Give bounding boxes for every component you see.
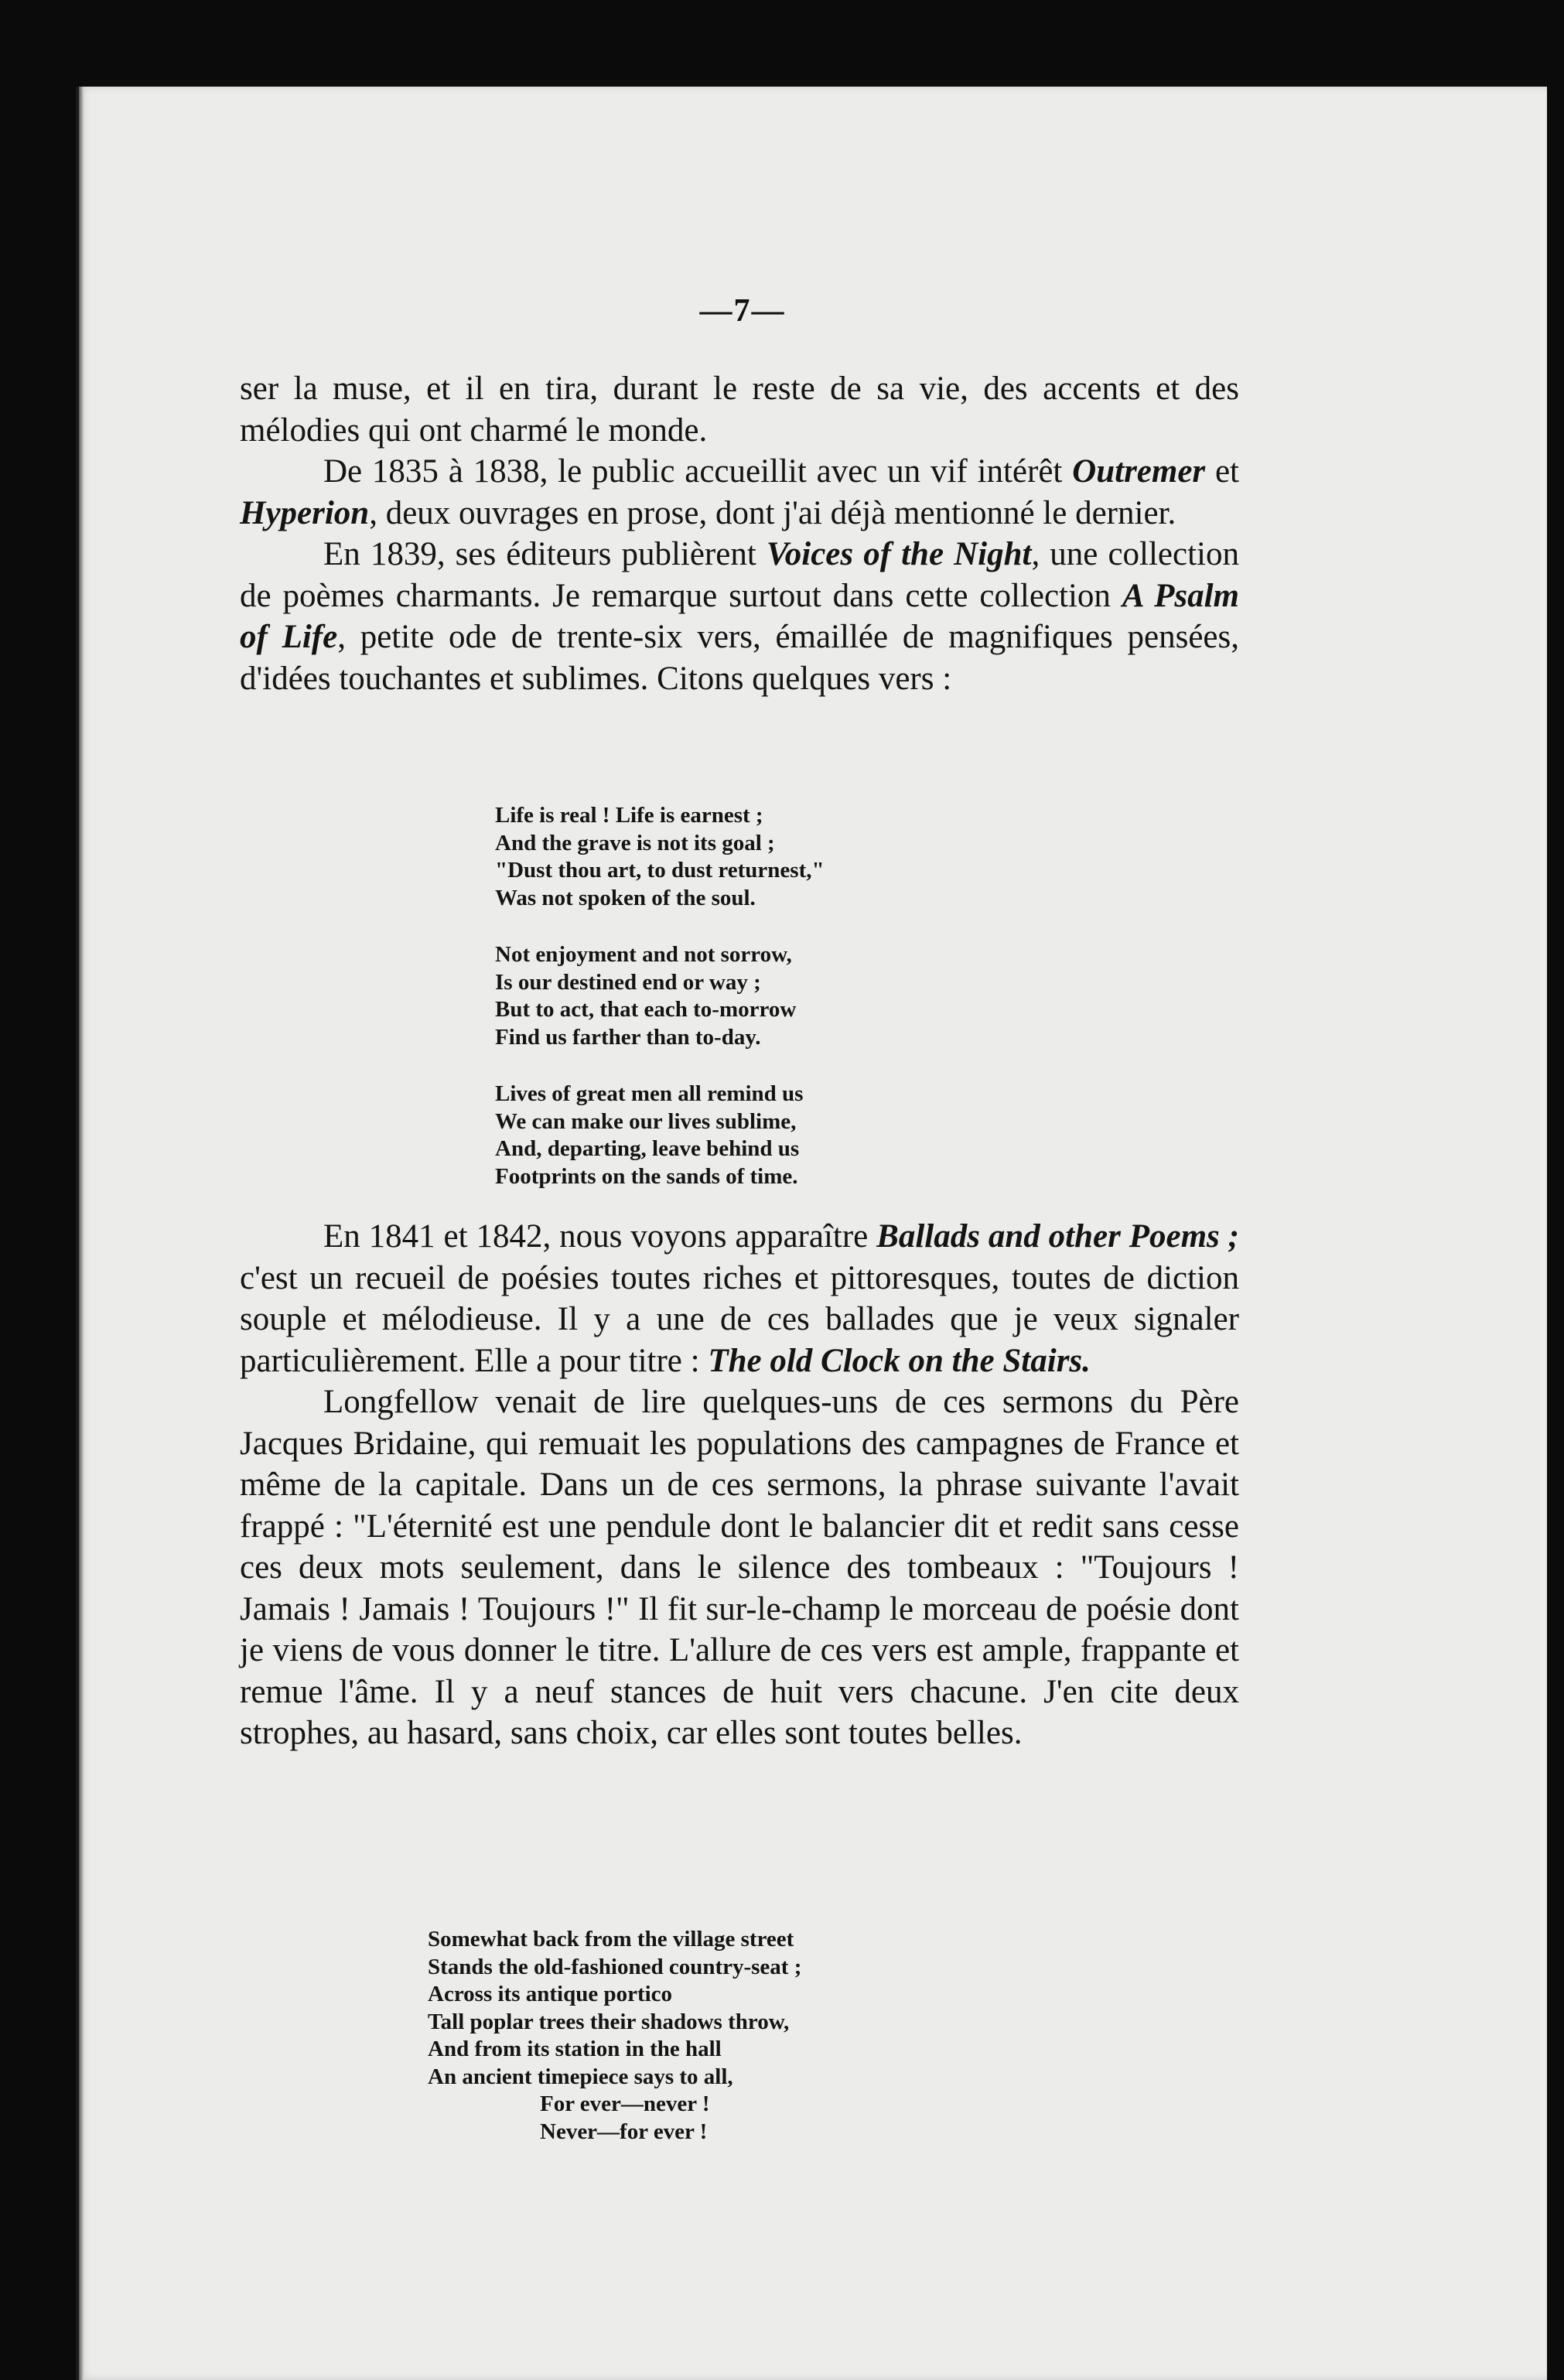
paragraph-ballads: [240, 1216, 1239, 1381]
text-run: , deux ouvrages en prose, dont j'ai déjà mentionné le dernier.: [369, 494, 1176, 531]
text-run: En 1839, ses éditeurs publièrent: [323, 536, 767, 572]
poem-stanza: [495, 1081, 825, 1190]
paragraph-outremer: [240, 451, 1239, 534]
poem-line: Tall poplar trees their shadows throw,: [428, 2009, 790, 2034]
text-run: , une collection de poèmes charmants. Je remarque surtout dans cette collection: [240, 536, 1239, 614]
prose-block-1: [240, 368, 1239, 699]
poem-line: Not enjoyment and not sorrow,: [495, 942, 792, 967]
title-hyperion: Hyperion: [240, 494, 370, 531]
poem-line: Stands the old-fashioned country-seat ;: [428, 1954, 802, 1979]
title-ballads: Ballads and other Poems ;: [876, 1218, 1239, 1255]
poem-refrain: For ever—never !: [540, 2091, 710, 2116]
poem-line: Find us farther than to-day.: [495, 1024, 761, 1050]
poem-line: And the grave is not its goal ;: [495, 830, 775, 855]
poem-line: Life is real ! Life is earnest ;: [495, 803, 763, 828]
text-run: , petite ode de trente-six vers, émaillée de magnifiques pensées, d'idées touchantes et sublimes. Citons quelques vers :: [240, 619, 1239, 697]
poem-line: Lives of great men all remind us: [495, 1081, 804, 1106]
poem-psalm-of-life: [495, 802, 825, 1220]
text-run: et: [1205, 453, 1239, 490]
poem-line: And, departing, leave behind us: [495, 1136, 800, 1161]
text-run: De 1835 à 1838, le public accueillit avec un vif intérêt: [323, 453, 1073, 490]
poem-line: Somewhat back from the village street: [428, 1927, 794, 1951]
prose-block-2: [240, 1216, 1239, 1754]
title-voices-of-the-night: Voices of the Night: [766, 536, 1032, 572]
page-edge: [79, 87, 84, 2380]
poem-line: We can make our lives sublime,: [495, 1108, 797, 1134]
page-number: —7—: [699, 293, 786, 329]
poem-line: "Dust thou art, to dust returnest,": [495, 858, 825, 883]
poem-old-clock: [428, 1926, 801, 2146]
title-outremer: Outremer: [1072, 453, 1206, 490]
paragraph-continuation: ser la muse, et il en tira, durant le reste de sa vie, des accents et des mélodies qui ont charmé le monde.: [240, 370, 1239, 449]
poem-stanza: [495, 941, 825, 1051]
poem-line: Across its antique portico: [428, 1982, 673, 2006]
paragraph-voices: [240, 534, 1239, 699]
paragraph-bridaine: Longfellow venait de lire quelques-uns de ces sermons du Père Jacques Bridaine, qui remuait les populations des campagnes de France et même de la capitale. Dans un de ces sermons, la phrase suivante l'avait frappé : "L'éternité est une pendule dont le balancier dit et redit sans cesse ces deux mots seulement, dans le silence des tombeaux : "Toujours ! Jamais ! Jamais ! Toujours !" Il fit sur-le-champ le morceau de poésie dont je viens de vous donner le titre. L'allure de ces vers est ample, frappante et remue l'âme. Il y a neuf stances de huit vers chacune. J'en cite deux strophes, au hasard, sans choix, car elles sont toutes belles.: [240, 1384, 1239, 1751]
poem-refrain: Never—for ever !: [540, 2119, 708, 2144]
title-psalm-of-life: A Psalm of Life: [240, 577, 1240, 655]
poem-line: But to act, that each to-morrow: [495, 997, 797, 1022]
poem-line: And from its station in the hall: [428, 2037, 722, 2061]
poem-line: Is our destined end or way ;: [495, 969, 761, 995]
poem-line: An ancient timepiece says to all,: [428, 2064, 733, 2089]
poem-line: Footprints on the sands of time.: [495, 1163, 798, 1189]
title-old-clock: The old Clock on the Stairs.: [708, 1342, 1091, 1379]
text-run: En 1841 et 1842, nous voyons apparaître: [323, 1218, 877, 1255]
poem-stanza: [495, 802, 825, 912]
poem-line: Was not spoken of the soul.: [495, 885, 756, 910]
text-run: c'est un recueil de poésies toutes riches et pittoresques, toutes de diction souple et mélodieuse. Il y a une de ces ballades que je veux signaler particulièrement. Elle a pour titre :: [240, 1259, 1239, 1379]
